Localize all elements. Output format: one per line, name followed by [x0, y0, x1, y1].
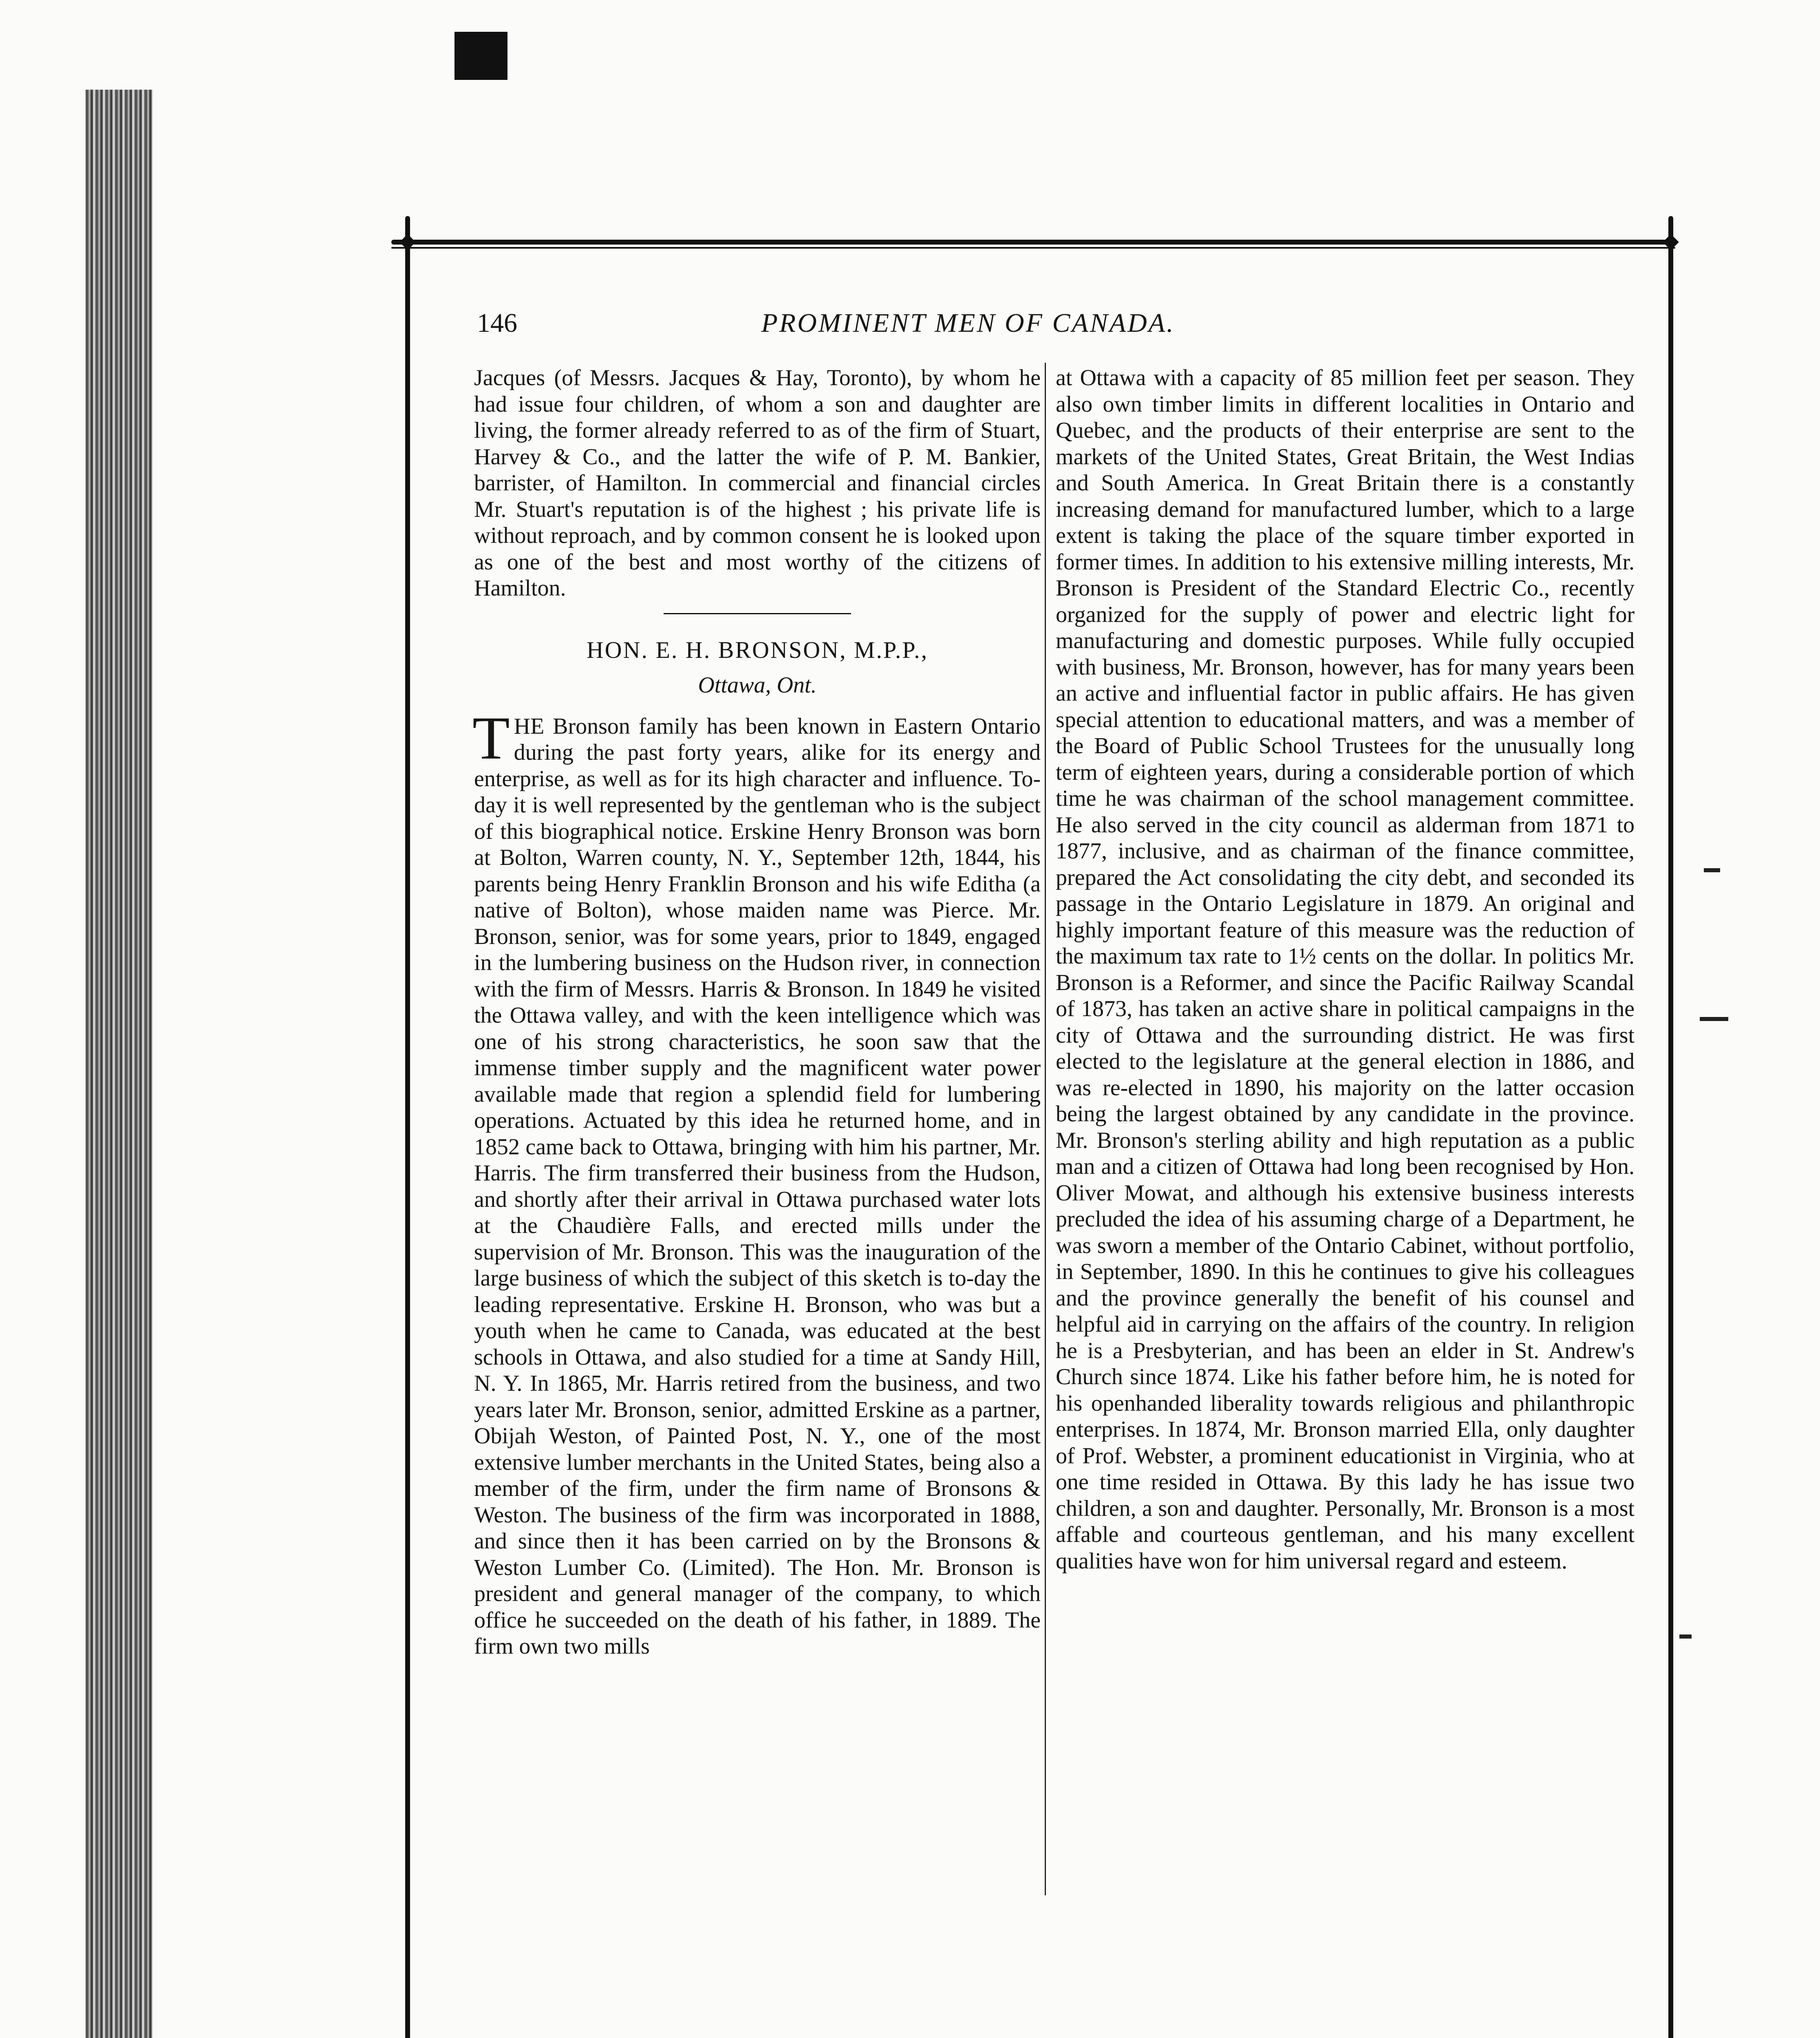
page-number: 146	[477, 308, 517, 338]
margin-mark	[1704, 868, 1720, 872]
article-continuation: at Ottawa with a capacity of 85 million feet per season. They also own timber limits in different localities in Ontario and Quebec, and the products of their enterprise are sent to the markets of the United States, Great Britain, the West Indias and South America. In Great Britain there is a constantly increasing demand for manufactured lumber, which to a large extent is taking the place of the square timber exported in former times. In addition to his extensive milling interests, Mr. Bronson is President of the Standard Electric Co., recently organized for the supply of power and electric light for manufacturing and domestic purposes. While fully occupied with business, Mr. Bronson, however, has for many years been an active and influential factor in public affairs. He has given special attention to educational matters, and was a member of the Board of Public School Trustees for the unusually long term of eighteen years, during a considerable portion of which time he was chairman of the school management committee. He also served in the city council as alderman from 1871 to 1877, inclusive, and as chairman of the finance committee, prepared the Act consolidating the city debt, and seconded its passage in the Ontario Legislature in 1879. An original and highly important feature of this measure was the reduction of the maximum tax rate to 1½ cents on the dollar. In politics Mr. Bronson is a Reformer, and since the Pacific Railway Scandal of 1873, has taken an active share in political campaigns in the city of Ottawa and the surrounding district. He was first elected to the legislature at the general election in 1886, and was re-elected in 1890, his majority on the latter occasion being the largest obtained by any candidate in the province. Mr. Bronson's sterling ability and high reputation as a public man and a citizen of Ottawa had long been recognised by Hon. Oliver Mowat, and although his extensive business interests precluded the idea of his assuming charge of a Department, he was sworn a member of the Ontario Cabinet, without portfolio, in September, 1890. In this he continues to give his colleagues and the province generally the benefit of his counsel and helpful aid in carrying on the affairs of the country. In religion he is a Presbyterian, and has been an elder in St. Andrew's Church since 1874. Like his father before him, he is noted for his openhanded liberality towards religious and philanthropic enterprises. In 1874, Mr. Bronson married Ella, only daughter of Prof. Webster, a prominent educationist in Virginia, who at one time resided in Ottawa. By this lady he has issue two children, a son and daughter. Personally, Mr. Bronson is a most affable and courteous gentleman, and his many excellent qualities have won for him universal regard and esteem.	[1056, 365, 1635, 1574]
frame-right-rule	[1668, 216, 1673, 2038]
article-subheading: Ottawa, Ont.	[698, 673, 817, 698]
column-divider	[1045, 363, 1046, 1895]
right-column	[1056, 365, 1635, 1574]
scan-registration-mark	[454, 32, 507, 80]
article-paragraph	[472, 704, 1041, 1660]
frame-left-rule	[405, 216, 410, 2038]
running-title: PROMINENT MEN OF CANADA.	[761, 308, 1175, 338]
left-column	[474, 365, 1041, 1660]
frame-top-rule	[391, 240, 1675, 245]
margin-mark	[1679, 1634, 1692, 1639]
margin-mark	[1700, 1017, 1728, 1021]
article-heading: HON. E. H. BRONSON, M.P.P.,	[586, 636, 929, 663]
scanned-binding-edge	[86, 90, 153, 2038]
continued-paragraph: Jacques (of Messrs. Jacques & Hay, Toronto), by whom he had issue four children, of whom a son and daughter are living, the former already referred to as of the firm of Stuart, Harvey & Co., and the latter the wife of P. M. Bankier, barrister, of Hamilton. In commercial and financial circles Mr. Stuart's reputation is of the highest ; his private life is without reproach, and by common consent he is looked upon as one of the best and most worthy of the citizens of Hamilton.	[474, 365, 1041, 601]
section-divider	[664, 613, 851, 614]
drop-cap: T	[472, 704, 510, 772]
article-body-text: HE Bronson family has been known in Eastern Ontario during the past forty years, alike for its energy and enterprise, as well as for its high character and influence. To-day it is well represented by the gentleman who is the subject of this biographical notice. Erskine Henry Bronson was born at Bolton, Warren county, N. Y., September 12th, 1844, his parents being Henry Franklin Bronson and his wife Editha (a native of Bolton), whose maiden name was Pierce. Mr. Bronson, senior, was for some years, prior to 1849, engaged in the lumbering business on the Hudson river, in connection with the firm of Messrs. Harris & Bronson. In 1849 he visited the Ottawa valley, and with the keen intelligence which was one of his strong characteristics, he soon saw that the immense timber supply and the magnificent water power available made that region a splendid field for lumbering operations. Actuated by this idea he returned home, and in 1852 came back to Ottawa, bringing with him his partner, Mr. Harris. The firm transferred their business from the Hudson, and shortly after their arrival in Ottawa purchased water lots at the Chaudière Falls, and erected mills under the supervision of Mr. Bronson. This was the inauguration of the large business of which the subject of this sketch is to-day the leading representative. Erskine H. Bronson, who was but a youth when he came to Canada, was educated at the best schools in Ottawa, and also studied for a time at Sandy Hill, N. Y. In 1865, Mr. Harris retired from the business, and two years later Mr. Bronson, senior, admitted Erskine as a partner, Obijah Weston, of Painted Post, N. Y., one of the most extensive lumber merchants in the United States, being also a member of the firm, under the firm name of Bronsons & Weston. The business of the firm was incorporated in 1888, and since then it has been carried on by the Bronsons & Weston Lumber Co. (Limited). The Hon. Mr. Bronson is president and general manager of the company, to which office he succeeded on the death of his father, in 1889. The firm own two mills	[474, 713, 1041, 1659]
page-header	[477, 308, 1296, 353]
frame-top-rule-thin	[391, 247, 1675, 249]
